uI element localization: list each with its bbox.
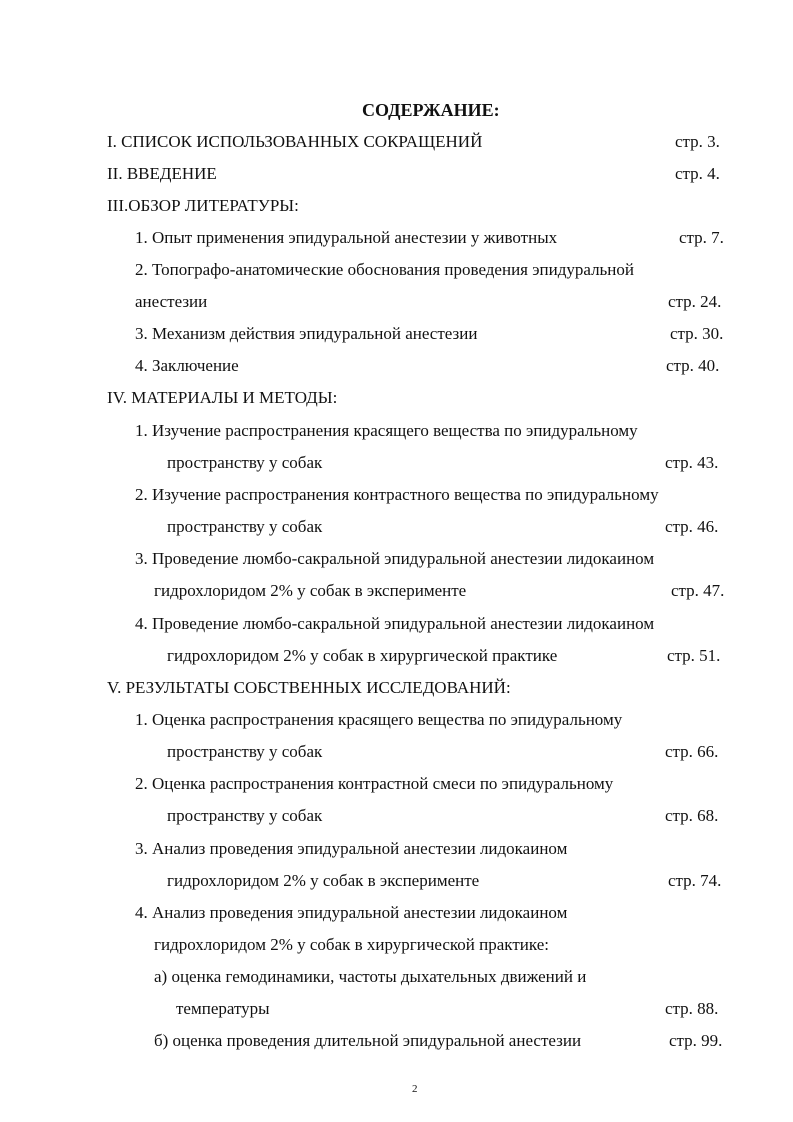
page-number: 2 — [412, 1083, 418, 1095]
toc-entry-text: пространству у собак — [167, 453, 323, 472]
toc-entry-text: 1. Изучение распространения красящего вещества по эпидуральному — [135, 421, 638, 440]
toc-entry-text: IV. МАТЕРИАЛЫ И МЕТОДЫ: — [107, 388, 338, 407]
toc-entry-text: пространству у собак — [167, 806, 323, 825]
page-title: СОДЕРЖАНИЕ: — [362, 100, 500, 120]
toc-page-ref: стр. 47. — [671, 581, 725, 600]
toc-entry-text: 3. Анализ проведения эпидуральной анестезии лидокаином — [135, 839, 568, 858]
toc-entry-text: V. РЕЗУЛЬТАТЫ СОБСТВЕННЫХ ИССЛЕДОВАНИЙ: — [107, 678, 511, 697]
toc-entry-text: 2. Оценка распространения контрастной смеси по эпидуральному — [135, 774, 614, 793]
toc-entry-text: гидрохлоридом 2% у собак в эксперименте — [167, 871, 480, 890]
toc-page-ref: стр. 4. — [675, 164, 720, 183]
toc-entry-text: пространству у собак — [167, 742, 323, 761]
toc-page-ref: стр. 40. — [666, 356, 720, 375]
toc-entry-text: 3. Механизм действия эпидуральной анестезии — [135, 324, 478, 343]
toc-page-ref: стр. 74. — [668, 871, 722, 890]
toc-entry-text: II. ВВЕДЕНИЕ — [107, 164, 217, 183]
toc-page-ref: стр. 68. — [665, 806, 719, 825]
toc-page-ref: стр. 30. — [670, 324, 724, 343]
toc-entry-text: гидрохлоридом 2% у собак в эксперименте — [154, 581, 467, 600]
toc-entry-text: 1. Опыт применения эпидуральной анестезии у животных — [135, 228, 558, 247]
toc-entry-text: I. СПИСОК ИСПОЛЬЗОВАННЫХ СОКРАЩЕНИЙ — [107, 132, 483, 151]
toc-page-ref: стр. 99. — [669, 1031, 723, 1050]
toc-page-ref: стр. 24. — [668, 292, 722, 311]
toc-entry-text: 2. Изучение распространения контрастного вещества по эпидуральному — [135, 485, 659, 504]
toc-entry-text: 4. Заключение — [135, 356, 239, 375]
toc-entry-text: III.ОБЗОР ЛИТЕРАТУРЫ: — [107, 196, 299, 215]
toc-entry-text: гидрохлоридом 2% у собак в хирургической практике — [167, 646, 558, 665]
toc-page-ref: стр. 66. — [665, 742, 719, 761]
toc-entry-text: гидрохлоридом 2% у собак в хирургической практике: — [154, 935, 549, 954]
toc-entry-text: 4. Анализ проведения эпидуральной анестезии лидокаином — [135, 903, 568, 922]
toc-entry-text: пространству у собак — [167, 517, 323, 536]
toc-entry-text: 3. Проведение люмбо-сакральной эпидуральной анестезии лидокаином — [135, 549, 655, 568]
toc-entry-text: 4. Проведение люмбо-сакральной эпидуральной анестезии лидокаином — [135, 614, 655, 633]
toc-page-ref: стр. 43. — [665, 453, 719, 472]
toc-page-ref: стр. 51. — [667, 646, 721, 665]
toc-entry-text: температуры — [176, 999, 270, 1018]
toc-page-ref: стр. 7. — [679, 228, 724, 247]
toc-entry-text: б) оценка проведения длительной эпидуральной анестезии — [154, 1031, 582, 1050]
toc-page-ref: стр. 46. — [665, 517, 719, 536]
toc-entry-text: 1. Оценка распространения красящего вещества по эпидуральному — [135, 710, 623, 729]
toc-page-ref: стр. 88. — [665, 999, 719, 1018]
toc-entry-text: а) оценка гемодинамики, частоты дыхательных движений и — [154, 967, 587, 986]
toc-page-ref: стр. 3. — [675, 132, 720, 151]
toc-entry-text: анестезии — [135, 292, 208, 311]
toc-entry-text: 2. Топографо-анатомические обоснования проведения эпидуральной — [135, 260, 635, 279]
